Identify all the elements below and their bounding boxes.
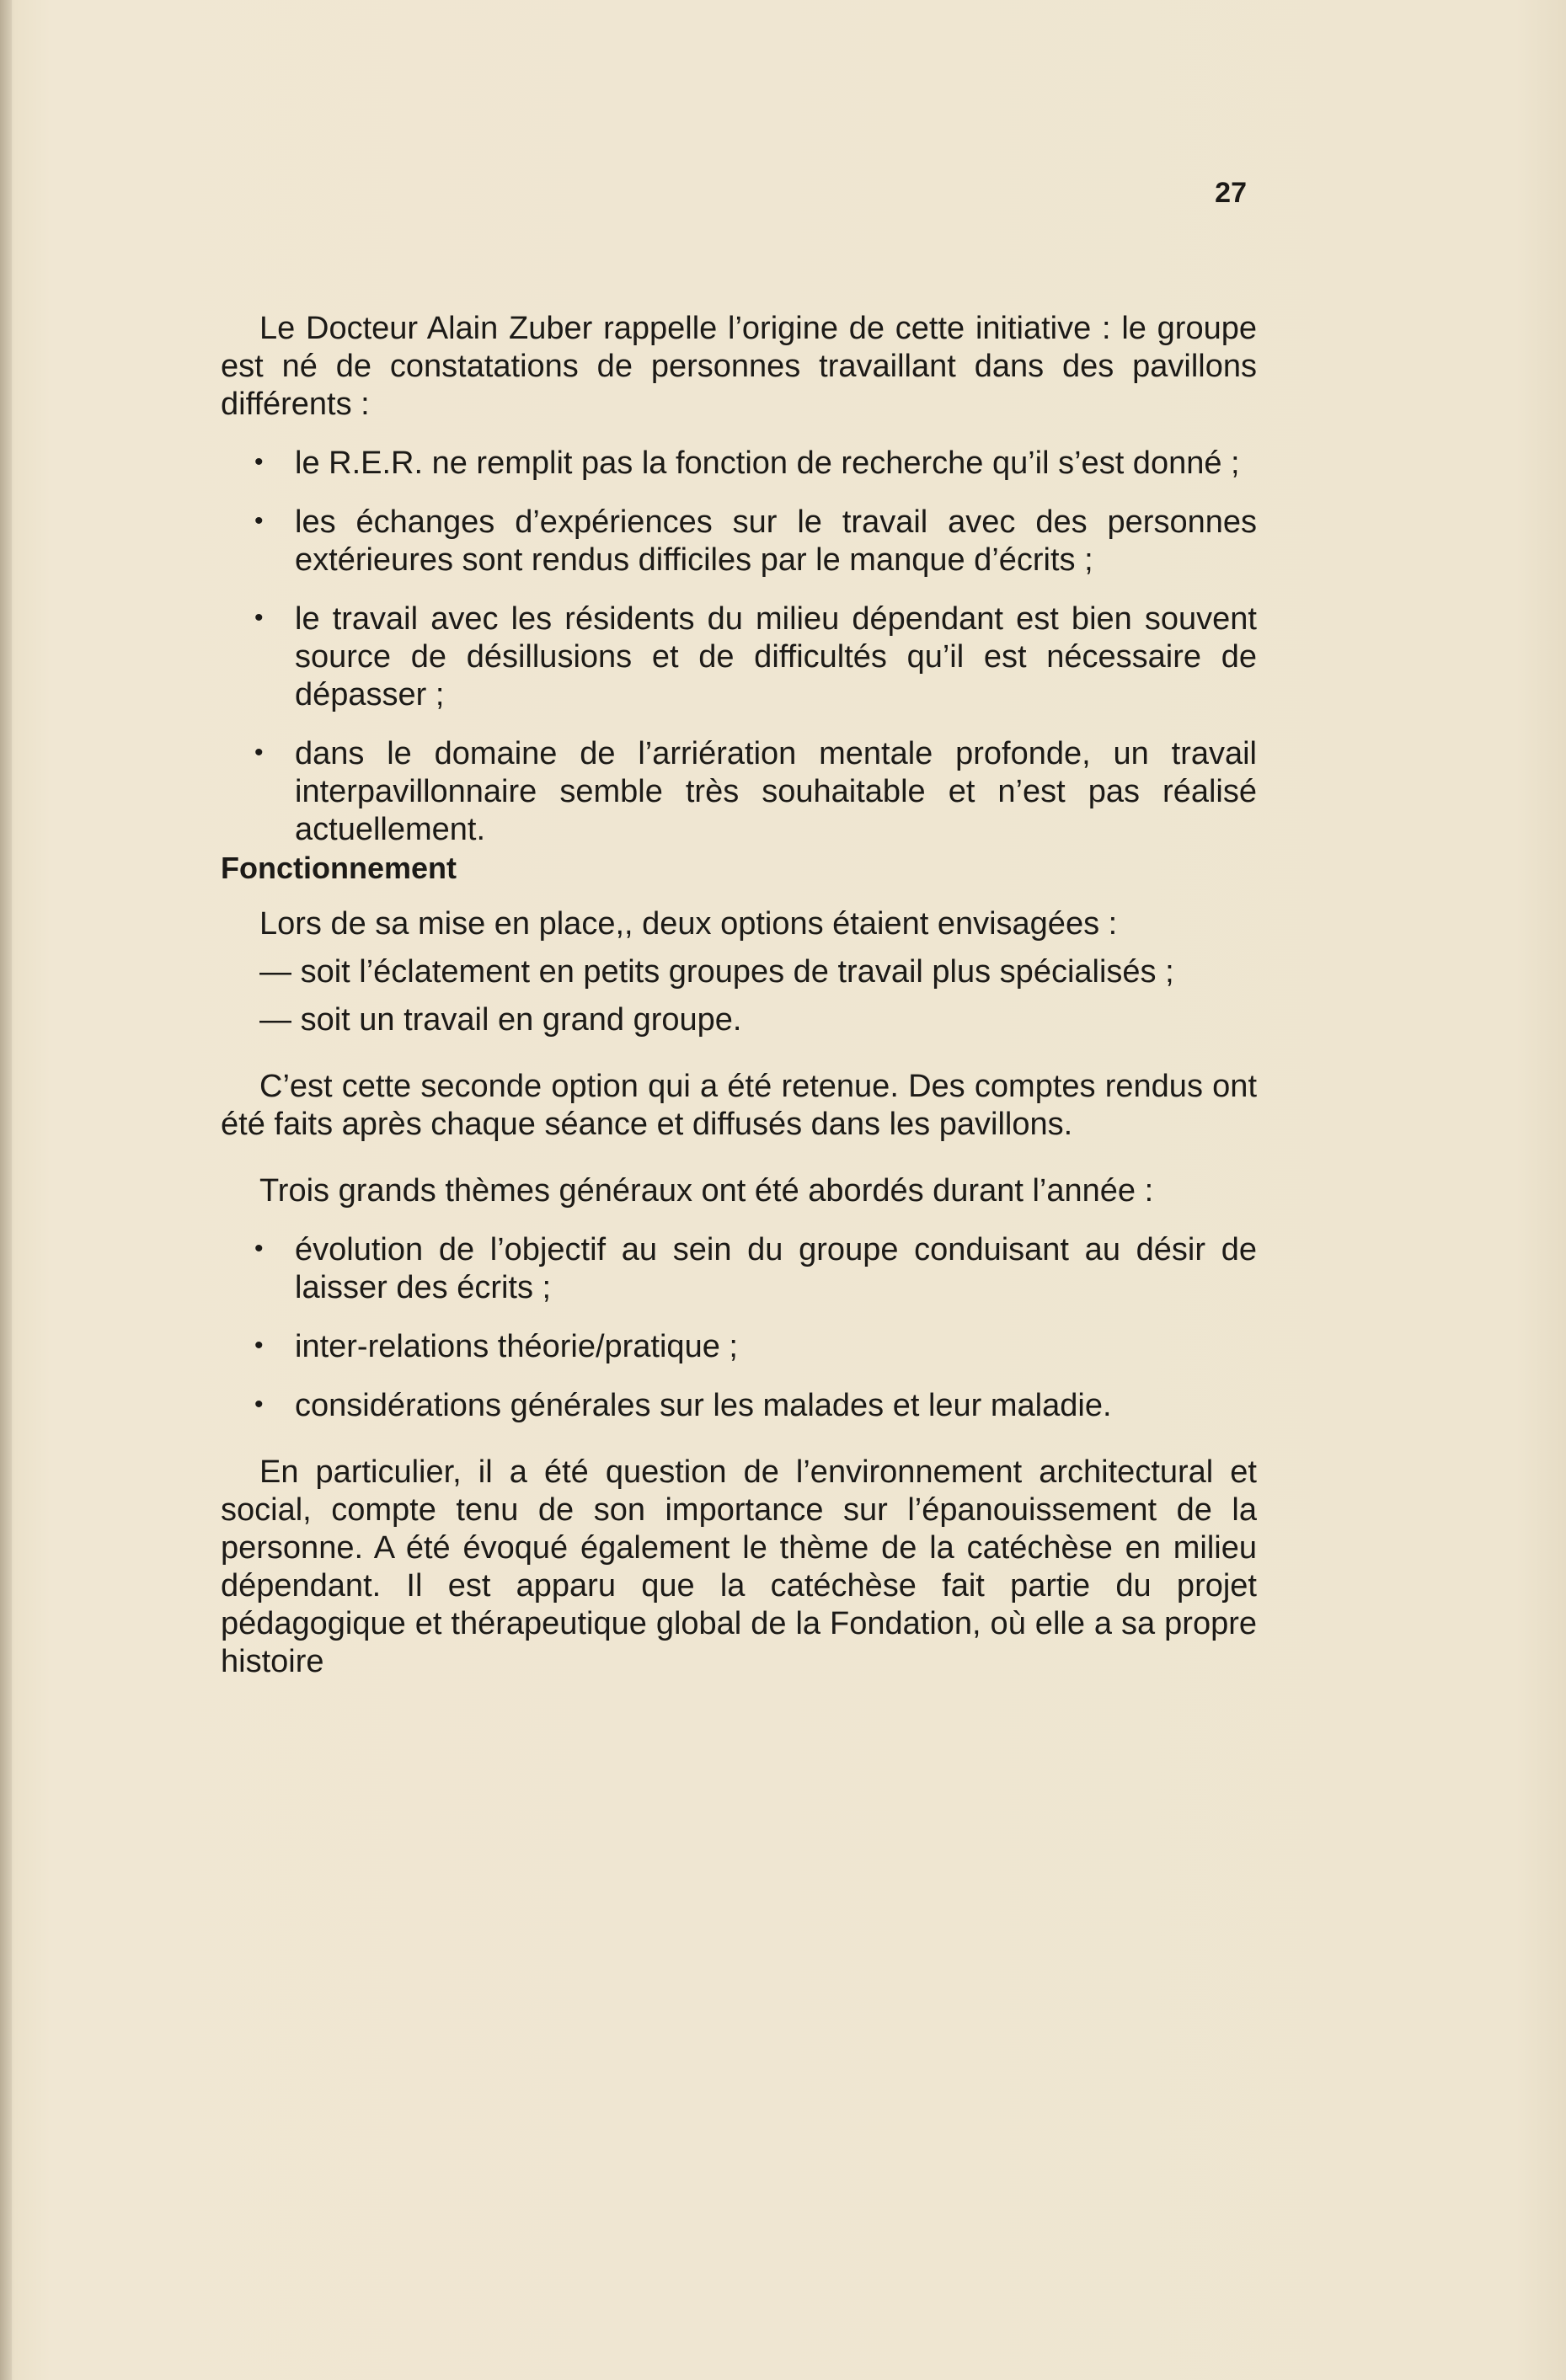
options-intro-paragraph: Lors de sa mise en place,, deux options étaient envisagées :	[259, 906, 1118, 942]
list-item: • évolution de l’objectif au sein du groupe conduisant au désir de laisser des écrits ;	[221, 1231, 1257, 1307]
page-number: 27	[1215, 177, 1247, 209]
dash-icon: —	[259, 954, 291, 990]
list-item: • le travail avec les résidents du milieu dépendant est bien souvent source de désillusions et de difficultés qu’il est nécessaire de dépasser ;	[221, 600, 1257, 714]
list-item: • le R.E.R. ne remplit pas la fonction de recherche qu’il s’est donné ;	[221, 445, 1257, 483]
options-list	[221, 953, 1257, 1039]
constat-list	[221, 445, 1257, 849]
bullet-icon: •	[254, 1390, 264, 1418]
list-item: • dans le domaine de l’arriération mentale profonde, un travail interpavillonnaire semble très souhaitable et n’est pas réalisé actuellement.	[221, 735, 1257, 849]
bullet-icon: •	[254, 448, 264, 476]
retained-paragraph: C’est cette seconde option qui a été retenue. Des comptes rendus ont été faits après chaque séance et diffusés dans les pavillons.	[221, 1069, 1257, 1142]
list-item: • inter-relations théorie/pratique ;	[221, 1328, 1257, 1366]
bullet-icon: •	[254, 1331, 264, 1359]
list-item: • considérations générales sur les malades et leur maladie.	[221, 1387, 1257, 1425]
section-heading: Fonctionnement	[221, 851, 457, 885]
closing-paragraph: En particulier, il a été question de l’environnement architectural et social, compte tenu de son importance sur l’épanouissement de la personne. A été évoqué également le thème de la catéchèse en milieu dépendant. Il est apparu que la catéchèse fait partie du projet pédagogique et thérapeutique global de la Fondation, où elle a sa propre histoire	[221, 1454, 1257, 1679]
page-body	[221, 310, 1257, 1681]
bullet-icon: •	[254, 604, 264, 632]
list-item: — soit un travail en grand groupe.	[259, 1002, 742, 1038]
themes-intro-paragraph: Trois grands thèmes généraux ont été abordés durant l’année :	[259, 1173, 1154, 1209]
bullet-icon: •	[254, 1235, 264, 1262]
bullet-icon: •	[254, 507, 264, 535]
intro-paragraph: Le Docteur Alain Zuber rappelle l’origine de cette initiative : le groupe est né de constatations de personnes travaillant dans des pavillons différents :	[221, 311, 1257, 422]
themes-list	[221, 1231, 1257, 1425]
list-item: • les échanges d’expériences sur le travail avec des personnes extérieures sont rendus difficiles par le manque d’écrits ;	[221, 504, 1257, 579]
dash-icon: —	[259, 1002, 291, 1038]
list-item: — soit l’éclatement en petits groupes de travail plus spécialisés ;	[259, 954, 1174, 990]
bullet-icon: •	[254, 739, 264, 766]
